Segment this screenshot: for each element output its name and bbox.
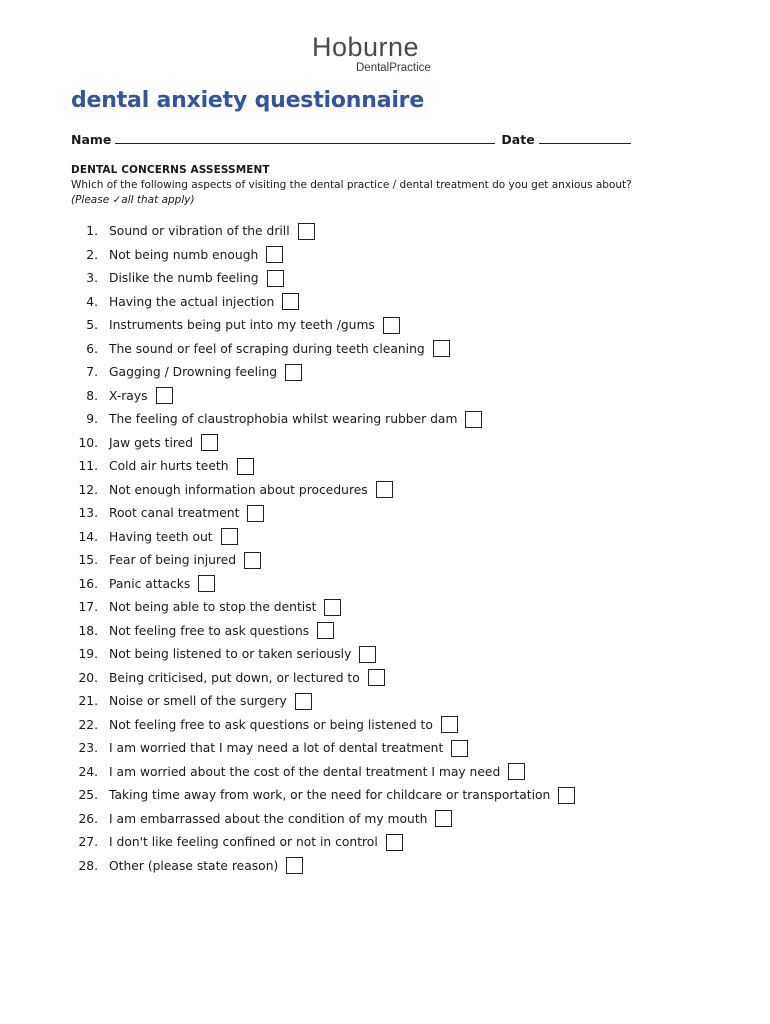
item-checkbox[interactable]	[221, 528, 238, 545]
list-item	[0, 715, 458, 735]
list-item	[0, 221, 315, 241]
item-number: 26.	[78, 811, 98, 826]
item-number: 18.	[78, 623, 98, 638]
item-checkbox[interactable]	[465, 411, 482, 428]
item-label: Noise or smell of the surgery	[109, 694, 287, 708]
item-label: Having teeth out	[109, 529, 213, 544]
list-item	[0, 386, 173, 406]
list-item	[0, 339, 450, 359]
item-checkbox[interactable]	[286, 857, 303, 874]
item-label: Gagging / Drowning feeling	[109, 365, 278, 379]
item-label: Not being listened to or taken seriously	[109, 647, 352, 661]
section-question: Which of the following aspects of visiting the dental practice / dental treatment do you get anxious about?	[71, 179, 632, 191]
item-label: Taking time away from work, or the need for childcare or transportation	[109, 788, 551, 802]
item-label: I am worried that I may need a lot of dental treatment	[109, 741, 444, 755]
item-label: Instruments being put into my teeth /gums	[109, 318, 375, 332]
item-checkbox[interactable]	[295, 693, 312, 710]
item-checkbox[interactable]	[282, 293, 299, 310]
item-label: I am embarrassed about the condition of my mouth	[109, 811, 428, 826]
list-item	[0, 574, 215, 594]
item-label: Sound or vibration of the drill	[109, 224, 290, 238]
item-checkbox[interactable]	[383, 317, 400, 334]
list-item	[0, 644, 376, 664]
item-label: Fear of being injured	[109, 553, 237, 567]
list-item	[0, 245, 283, 265]
item-checkbox[interactable]	[266, 246, 283, 263]
logo-subtitle: DentalPractice	[356, 62, 431, 74]
item-checkbox[interactable]	[237, 458, 254, 475]
item-label: Cold air hurts teeth	[109, 459, 229, 473]
list-item	[0, 362, 302, 382]
item-label: Dislike the numb feeling	[109, 271, 259, 285]
item-checkbox[interactable]	[386, 834, 403, 851]
practice-logo	[312, 34, 442, 76]
item-number: 27.	[78, 835, 98, 849]
item-checkbox[interactable]	[298, 223, 315, 240]
item-number: 16.	[78, 576, 98, 591]
item-number: 21.	[78, 694, 98, 708]
item-label: Root canal treatment	[109, 506, 240, 520]
item-label: Jaw gets tired	[109, 435, 194, 450]
date-field[interactable]	[539, 131, 631, 144]
list-item	[0, 527, 238, 547]
item-checkbox[interactable]	[201, 434, 218, 451]
page-title: dental anxiety questionnaire	[71, 88, 425, 113]
list-item	[0, 315, 400, 335]
item-label: Other (please state reason)	[109, 858, 279, 873]
item-checkbox[interactable]	[156, 387, 173, 404]
item-checkbox[interactable]	[285, 364, 302, 381]
list-item	[0, 409, 482, 429]
item-checkbox[interactable]	[198, 575, 215, 592]
item-number: 9.	[86, 412, 98, 426]
item-label: Having the actual injection	[109, 294, 275, 309]
list-item	[0, 621, 334, 641]
item-checkbox[interactable]	[558, 787, 575, 804]
item-number: 4.	[86, 294, 98, 309]
item-checkbox[interactable]	[435, 810, 452, 827]
list-item	[0, 268, 284, 288]
list-item	[0, 456, 254, 476]
item-checkbox[interactable]	[359, 646, 376, 663]
list-item	[0, 550, 261, 570]
item-checkbox[interactable]	[441, 716, 458, 733]
list-item	[0, 597, 341, 617]
list-item	[0, 292, 299, 312]
list-item	[0, 691, 312, 711]
date-label: Date	[501, 132, 535, 147]
name-field[interactable]	[115, 131, 495, 144]
item-number: 11.	[78, 459, 98, 473]
item-label: Panic attacks	[109, 576, 191, 591]
item-number: 15.	[78, 553, 98, 567]
section-instruction: (Please ✓all that apply)	[71, 194, 195, 206]
item-checkbox[interactable]	[244, 552, 261, 569]
item-number: 3.	[86, 271, 98, 285]
item-number: 19.	[78, 647, 98, 661]
item-number: 6.	[86, 341, 98, 356]
item-checkbox[interactable]	[324, 599, 341, 616]
item-label: X-rays	[109, 388, 148, 403]
item-number: 1.	[86, 224, 98, 238]
item-number: 23.	[78, 741, 98, 755]
item-label: The feeling of claustrophobia whilst wearing rubber dam	[109, 412, 458, 426]
item-checkbox[interactable]	[376, 481, 393, 498]
list-item	[0, 433, 218, 453]
list-item	[0, 762, 525, 782]
item-label: Not feeling free to ask questions	[109, 623, 310, 638]
item-number: 10.	[78, 435, 98, 450]
list-item	[0, 480, 393, 500]
item-label: Not being able to stop the dentist	[109, 600, 317, 614]
list-item	[0, 503, 264, 523]
name-label: Name	[71, 132, 112, 147]
list-item	[0, 785, 575, 805]
item-checkbox[interactable]	[267, 270, 284, 287]
item-number: 25.	[78, 788, 98, 802]
list-item	[0, 668, 385, 688]
item-checkbox[interactable]	[247, 505, 264, 522]
item-label: Not enough information about procedures	[109, 482, 368, 497]
item-number: 8.	[86, 388, 98, 403]
item-checkbox[interactable]	[317, 622, 334, 639]
item-number: 2.	[86, 247, 98, 262]
item-checkbox[interactable]	[368, 669, 385, 686]
item-number: 5.	[86, 318, 98, 332]
name-date-row	[71, 131, 631, 147]
item-checkbox[interactable]	[451, 740, 468, 757]
item-number: 12.	[78, 482, 98, 497]
item-number: 14.	[78, 529, 98, 544]
item-number: 20.	[78, 670, 98, 685]
list-item	[0, 832, 403, 852]
item-number: 22.	[78, 717, 98, 732]
logo-wordmark: Hoburne	[312, 32, 420, 62]
item-number: 13.	[78, 506, 98, 520]
item-label: Not feeling free to ask questions or being listened to	[109, 717, 433, 732]
list-item	[0, 738, 468, 758]
list-item	[0, 856, 303, 876]
list-item	[0, 809, 452, 829]
item-label: Being criticised, put down, or lectured to	[109, 670, 360, 685]
item-number: 17.	[78, 600, 98, 614]
item-checkbox[interactable]	[508, 763, 525, 780]
item-number: 7.	[86, 365, 98, 379]
item-label: I am worried about the cost of the dental treatment I may need	[109, 764, 501, 779]
item-number: 28.	[78, 858, 98, 873]
item-label: I don't like feeling confined or not in control	[109, 835, 378, 849]
section-heading: DENTAL CONCERNS ASSESSMENT	[71, 164, 270, 176]
item-label: The sound or feel of scraping during teeth cleaning	[109, 341, 425, 356]
item-number: 24.	[78, 764, 98, 779]
item-label: Not being numb enough	[109, 247, 259, 262]
item-checkbox[interactable]	[433, 340, 450, 357]
